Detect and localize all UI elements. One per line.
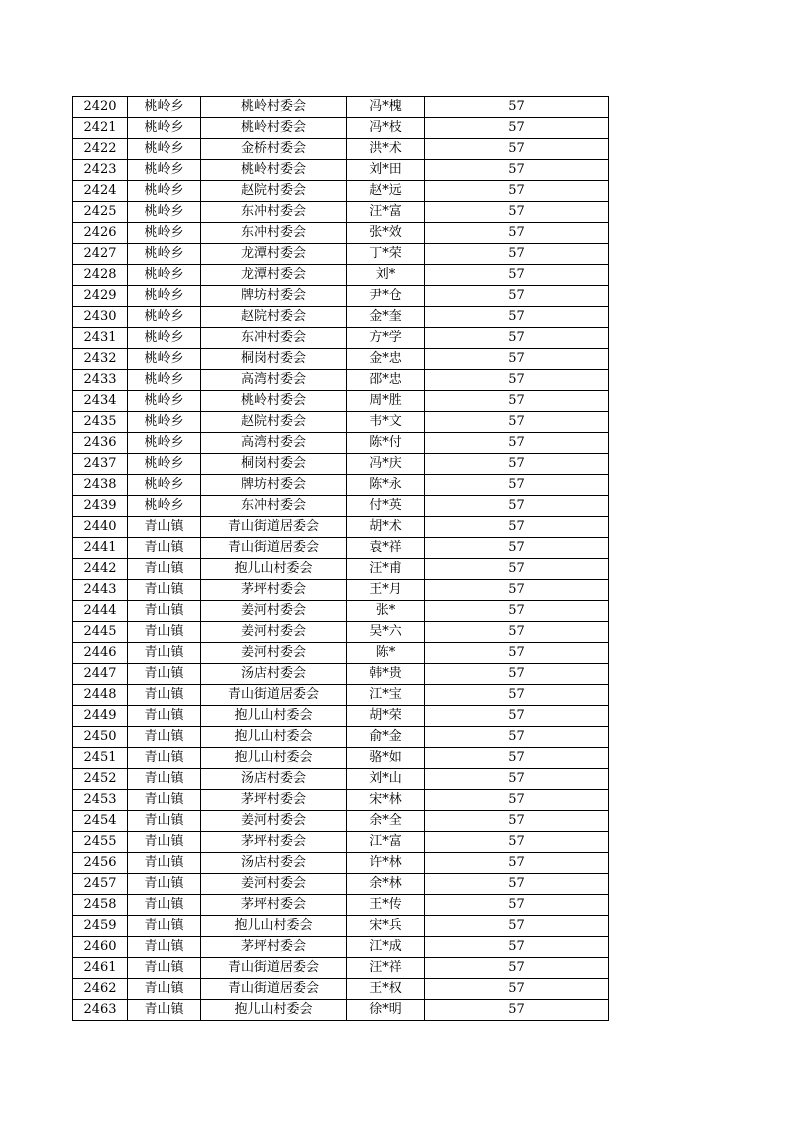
value-cell: 57 bbox=[425, 223, 609, 244]
value-cell: 57 bbox=[425, 454, 609, 475]
value-cell: 57 bbox=[425, 202, 609, 223]
row-id-cell: 2450 bbox=[73, 727, 128, 748]
table-row bbox=[73, 118, 609, 139]
township-cell: 青山镇 bbox=[128, 937, 201, 958]
person-name-cell: 尹*仓 bbox=[347, 286, 425, 307]
value-cell: 57 bbox=[425, 916, 609, 937]
person-name-cell: 金*奎 bbox=[347, 307, 425, 328]
committee-cell: 东冲村委会 bbox=[201, 496, 347, 517]
township-cell: 青山镇 bbox=[128, 601, 201, 622]
row-id-cell: 2444 bbox=[73, 601, 128, 622]
row-id-cell: 2425 bbox=[73, 202, 128, 223]
committee-cell: 桃岭村委会 bbox=[201, 391, 347, 412]
township-cell: 青山镇 bbox=[128, 748, 201, 769]
committee-cell: 桃岭村委会 bbox=[201, 97, 347, 118]
table-row bbox=[73, 874, 609, 895]
table-row bbox=[73, 244, 609, 265]
township-cell: 青山镇 bbox=[128, 538, 201, 559]
row-id-cell: 2438 bbox=[73, 475, 128, 496]
row-id-cell: 2429 bbox=[73, 286, 128, 307]
committee-cell: 桃岭村委会 bbox=[201, 160, 347, 181]
person-name-cell: 宋*兵 bbox=[347, 916, 425, 937]
value-cell: 57 bbox=[425, 895, 609, 916]
value-cell: 57 bbox=[425, 1000, 609, 1021]
row-id-cell: 2430 bbox=[73, 307, 128, 328]
township-cell: 桃岭乡 bbox=[128, 118, 201, 139]
row-id-cell: 2446 bbox=[73, 643, 128, 664]
value-cell: 57 bbox=[425, 517, 609, 538]
committee-cell: 桃岭村委会 bbox=[201, 118, 347, 139]
row-id-cell: 2452 bbox=[73, 769, 128, 790]
person-name-cell: 刘* bbox=[347, 265, 425, 286]
person-name-cell: 王*月 bbox=[347, 580, 425, 601]
value-cell: 57 bbox=[425, 769, 609, 790]
person-name-cell: 冯*槐 bbox=[347, 97, 425, 118]
committee-cell: 东冲村委会 bbox=[201, 328, 347, 349]
township-cell: 青山镇 bbox=[128, 790, 201, 811]
row-id-cell: 2442 bbox=[73, 559, 128, 580]
value-cell: 57 bbox=[425, 286, 609, 307]
person-name-cell: 江*宝 bbox=[347, 685, 425, 706]
committee-cell: 姜河村委会 bbox=[201, 811, 347, 832]
row-id-cell: 2462 bbox=[73, 979, 128, 1000]
township-cell: 青山镇 bbox=[128, 517, 201, 538]
value-cell: 57 bbox=[425, 433, 609, 454]
table-row bbox=[73, 706, 609, 727]
committee-cell: 青山街道居委会 bbox=[201, 979, 347, 1000]
value-cell: 57 bbox=[425, 118, 609, 139]
committee-cell: 青山街道居委会 bbox=[201, 958, 347, 979]
township-cell: 桃岭乡 bbox=[128, 454, 201, 475]
row-id-cell: 2456 bbox=[73, 853, 128, 874]
row-id-cell: 2448 bbox=[73, 685, 128, 706]
table-row bbox=[73, 559, 609, 580]
roster-body bbox=[73, 97, 609, 1021]
table-row bbox=[73, 160, 609, 181]
person-name-cell: 丁*荣 bbox=[347, 244, 425, 265]
person-name-cell: 韦*文 bbox=[347, 412, 425, 433]
row-id-cell: 2433 bbox=[73, 370, 128, 391]
township-cell: 青山镇 bbox=[128, 1000, 201, 1021]
value-cell: 57 bbox=[425, 601, 609, 622]
person-name-cell: 冯*枝 bbox=[347, 118, 425, 139]
person-name-cell: 袁*祥 bbox=[347, 538, 425, 559]
person-name-cell: 付*英 bbox=[347, 496, 425, 517]
table-row bbox=[73, 349, 609, 370]
value-cell: 57 bbox=[425, 874, 609, 895]
value-cell: 57 bbox=[425, 643, 609, 664]
township-cell: 桃岭乡 bbox=[128, 244, 201, 265]
person-name-cell: 刘*田 bbox=[347, 160, 425, 181]
table-row bbox=[73, 895, 609, 916]
committee-cell: 汤店村委会 bbox=[201, 769, 347, 790]
table-row bbox=[73, 622, 609, 643]
township-cell: 桃岭乡 bbox=[128, 349, 201, 370]
township-cell: 桃岭乡 bbox=[128, 265, 201, 286]
committee-cell: 高湾村委会 bbox=[201, 433, 347, 454]
value-cell: 57 bbox=[425, 496, 609, 517]
person-name-cell: 俞*金 bbox=[347, 727, 425, 748]
row-id-cell: 2455 bbox=[73, 832, 128, 853]
table-row bbox=[73, 307, 609, 328]
person-name-cell: 许*林 bbox=[347, 853, 425, 874]
row-id-cell: 2443 bbox=[73, 580, 128, 601]
value-cell: 57 bbox=[425, 979, 609, 1000]
person-name-cell: 张* bbox=[347, 601, 425, 622]
person-name-cell: 余*林 bbox=[347, 874, 425, 895]
table-row bbox=[73, 454, 609, 475]
person-name-cell: 张*效 bbox=[347, 223, 425, 244]
committee-cell: 赵院村委会 bbox=[201, 307, 347, 328]
person-name-cell: 陈* bbox=[347, 643, 425, 664]
township-cell: 桃岭乡 bbox=[128, 286, 201, 307]
person-name-cell: 洪*术 bbox=[347, 139, 425, 160]
table-row bbox=[73, 286, 609, 307]
value-cell: 57 bbox=[425, 685, 609, 706]
committee-cell: 青山街道居委会 bbox=[201, 538, 347, 559]
value-cell: 57 bbox=[425, 727, 609, 748]
table-row bbox=[73, 538, 609, 559]
committee-cell: 抱儿山村委会 bbox=[201, 727, 347, 748]
person-name-cell: 邵*忠 bbox=[347, 370, 425, 391]
table-row bbox=[73, 412, 609, 433]
value-cell: 57 bbox=[425, 622, 609, 643]
row-id-cell: 2439 bbox=[73, 496, 128, 517]
table-row bbox=[73, 97, 609, 118]
township-cell: 青山镇 bbox=[128, 559, 201, 580]
row-id-cell: 2423 bbox=[73, 160, 128, 181]
value-cell: 57 bbox=[425, 391, 609, 412]
table-row bbox=[73, 202, 609, 223]
value-cell: 57 bbox=[425, 475, 609, 496]
person-name-cell: 徐*明 bbox=[347, 1000, 425, 1021]
value-cell: 57 bbox=[425, 580, 609, 601]
committee-cell: 金桥村委会 bbox=[201, 139, 347, 160]
township-cell: 桃岭乡 bbox=[128, 391, 201, 412]
township-cell: 青山镇 bbox=[128, 958, 201, 979]
row-id-cell: 2432 bbox=[73, 349, 128, 370]
value-cell: 57 bbox=[425, 412, 609, 433]
value-cell: 57 bbox=[425, 370, 609, 391]
committee-cell: 姜河村委会 bbox=[201, 622, 347, 643]
table-row bbox=[73, 979, 609, 1000]
person-name-cell: 方*学 bbox=[347, 328, 425, 349]
value-cell: 57 bbox=[425, 307, 609, 328]
township-cell: 青山镇 bbox=[128, 580, 201, 601]
row-id-cell: 2422 bbox=[73, 139, 128, 160]
table-row bbox=[73, 517, 609, 538]
table-row bbox=[73, 601, 609, 622]
table-row bbox=[73, 811, 609, 832]
person-name-cell: 汪*祥 bbox=[347, 958, 425, 979]
committee-cell: 姜河村委会 bbox=[201, 643, 347, 664]
value-cell: 57 bbox=[425, 97, 609, 118]
value-cell: 57 bbox=[425, 139, 609, 160]
row-id-cell: 2457 bbox=[73, 874, 128, 895]
table-row bbox=[73, 580, 609, 601]
table-row bbox=[73, 832, 609, 853]
row-id-cell: 2437 bbox=[73, 454, 128, 475]
value-cell: 57 bbox=[425, 748, 609, 769]
person-name-cell: 陈*永 bbox=[347, 475, 425, 496]
table-row bbox=[73, 727, 609, 748]
value-cell: 57 bbox=[425, 538, 609, 559]
committee-cell: 抱儿山村委会 bbox=[201, 1000, 347, 1021]
committee-cell: 赵院村委会 bbox=[201, 412, 347, 433]
row-id-cell: 2434 bbox=[73, 391, 128, 412]
value-cell: 57 bbox=[425, 328, 609, 349]
table-row bbox=[73, 1000, 609, 1021]
table-row bbox=[73, 853, 609, 874]
person-name-cell: 陈*付 bbox=[347, 433, 425, 454]
person-name-cell: 周*胜 bbox=[347, 391, 425, 412]
township-cell: 桃岭乡 bbox=[128, 307, 201, 328]
person-name-cell: 宋*林 bbox=[347, 790, 425, 811]
committee-cell: 抱儿山村委会 bbox=[201, 706, 347, 727]
person-name-cell: 余*全 bbox=[347, 811, 425, 832]
table-row bbox=[73, 433, 609, 454]
committee-cell: 抱儿山村委会 bbox=[201, 748, 347, 769]
table-row bbox=[73, 391, 609, 412]
committee-cell: 牌坊村委会 bbox=[201, 286, 347, 307]
row-id-cell: 2451 bbox=[73, 748, 128, 769]
committee-cell: 汤店村委会 bbox=[201, 664, 347, 685]
township-cell: 桃岭乡 bbox=[128, 97, 201, 118]
township-cell: 青山镇 bbox=[128, 622, 201, 643]
township-cell: 青山镇 bbox=[128, 832, 201, 853]
person-name-cell: 胡*荣 bbox=[347, 706, 425, 727]
row-id-cell: 2421 bbox=[73, 118, 128, 139]
table-row bbox=[73, 370, 609, 391]
value-cell: 57 bbox=[425, 265, 609, 286]
table-row bbox=[73, 475, 609, 496]
table-row bbox=[73, 685, 609, 706]
value-cell: 57 bbox=[425, 349, 609, 370]
table-row bbox=[73, 769, 609, 790]
township-cell: 桃岭乡 bbox=[128, 139, 201, 160]
value-cell: 57 bbox=[425, 790, 609, 811]
person-name-cell: 冯*庆 bbox=[347, 454, 425, 475]
township-cell: 桃岭乡 bbox=[128, 223, 201, 244]
person-name-cell: 汪*甫 bbox=[347, 559, 425, 580]
row-id-cell: 2440 bbox=[73, 517, 128, 538]
township-cell: 青山镇 bbox=[128, 979, 201, 1000]
value-cell: 57 bbox=[425, 706, 609, 727]
row-id-cell: 2461 bbox=[73, 958, 128, 979]
row-id-cell: 2424 bbox=[73, 181, 128, 202]
row-id-cell: 2449 bbox=[73, 706, 128, 727]
township-cell: 桃岭乡 bbox=[128, 433, 201, 454]
value-cell: 57 bbox=[425, 937, 609, 958]
row-id-cell: 2454 bbox=[73, 811, 128, 832]
value-cell: 57 bbox=[425, 559, 609, 580]
committee-cell: 汤店村委会 bbox=[201, 853, 347, 874]
row-id-cell: 2463 bbox=[73, 1000, 128, 1021]
value-cell: 57 bbox=[425, 958, 609, 979]
table-row bbox=[73, 958, 609, 979]
row-id-cell: 2426 bbox=[73, 223, 128, 244]
table-row bbox=[73, 496, 609, 517]
row-id-cell: 2431 bbox=[73, 328, 128, 349]
committee-cell: 青山街道居委会 bbox=[201, 685, 347, 706]
table-row bbox=[73, 916, 609, 937]
person-name-cell: 江*富 bbox=[347, 832, 425, 853]
committee-cell: 抱儿山村委会 bbox=[201, 559, 347, 580]
township-cell: 桃岭乡 bbox=[128, 412, 201, 433]
township-cell: 青山镇 bbox=[128, 853, 201, 874]
value-cell: 57 bbox=[425, 832, 609, 853]
township-cell: 青山镇 bbox=[128, 916, 201, 937]
committee-cell: 桐岗村委会 bbox=[201, 349, 347, 370]
committee-cell: 茅坪村委会 bbox=[201, 832, 347, 853]
table-row bbox=[73, 265, 609, 286]
row-id-cell: 2436 bbox=[73, 433, 128, 454]
township-cell: 桃岭乡 bbox=[128, 160, 201, 181]
committee-cell: 龙潭村委会 bbox=[201, 265, 347, 286]
row-id-cell: 2420 bbox=[73, 97, 128, 118]
table-row bbox=[73, 937, 609, 958]
committee-cell: 青山街道居委会 bbox=[201, 517, 347, 538]
township-cell: 青山镇 bbox=[128, 727, 201, 748]
committee-cell: 东冲村委会 bbox=[201, 202, 347, 223]
township-cell: 青山镇 bbox=[128, 874, 201, 895]
table-row bbox=[73, 748, 609, 769]
table-row bbox=[73, 643, 609, 664]
committee-cell: 茅坪村委会 bbox=[201, 937, 347, 958]
committee-cell: 龙潭村委会 bbox=[201, 244, 347, 265]
township-cell: 桃岭乡 bbox=[128, 496, 201, 517]
person-name-cell: 赵*远 bbox=[347, 181, 425, 202]
committee-cell: 姜河村委会 bbox=[201, 601, 347, 622]
committee-cell: 高湾村委会 bbox=[201, 370, 347, 391]
person-name-cell: 刘*山 bbox=[347, 769, 425, 790]
person-name-cell: 韩*贵 bbox=[347, 664, 425, 685]
township-cell: 青山镇 bbox=[128, 769, 201, 790]
row-id-cell: 2428 bbox=[73, 265, 128, 286]
value-cell: 57 bbox=[425, 244, 609, 265]
row-id-cell: 2459 bbox=[73, 916, 128, 937]
person-name-cell: 骆*如 bbox=[347, 748, 425, 769]
person-name-cell: 王*传 bbox=[347, 895, 425, 916]
person-name-cell: 王*权 bbox=[347, 979, 425, 1000]
person-name-cell: 江*成 bbox=[347, 937, 425, 958]
committee-cell: 桐岗村委会 bbox=[201, 454, 347, 475]
township-cell: 青山镇 bbox=[128, 811, 201, 832]
person-name-cell: 汪*富 bbox=[347, 202, 425, 223]
row-id-cell: 2441 bbox=[73, 538, 128, 559]
township-cell: 桃岭乡 bbox=[128, 475, 201, 496]
township-cell: 青山镇 bbox=[128, 895, 201, 916]
township-cell: 桃岭乡 bbox=[128, 181, 201, 202]
value-cell: 57 bbox=[425, 853, 609, 874]
committee-cell: 抱儿山村委会 bbox=[201, 916, 347, 937]
township-cell: 桃岭乡 bbox=[128, 328, 201, 349]
row-id-cell: 2447 bbox=[73, 664, 128, 685]
committee-cell: 茅坪村委会 bbox=[201, 895, 347, 916]
person-name-cell: 吴*六 bbox=[347, 622, 425, 643]
table-row bbox=[73, 223, 609, 244]
person-name-cell: 金*忠 bbox=[347, 349, 425, 370]
township-cell: 桃岭乡 bbox=[128, 202, 201, 223]
committee-cell: 东冲村委会 bbox=[201, 223, 347, 244]
person-name-cell: 胡*术 bbox=[347, 517, 425, 538]
table-row bbox=[73, 790, 609, 811]
table-row bbox=[73, 328, 609, 349]
township-cell: 青山镇 bbox=[128, 664, 201, 685]
value-cell: 57 bbox=[425, 181, 609, 202]
committee-cell: 牌坊村委会 bbox=[201, 475, 347, 496]
committee-cell: 姜河村委会 bbox=[201, 874, 347, 895]
value-cell: 57 bbox=[425, 160, 609, 181]
row-id-cell: 2453 bbox=[73, 790, 128, 811]
table-row bbox=[73, 664, 609, 685]
township-cell: 桃岭乡 bbox=[128, 370, 201, 391]
township-cell: 青山镇 bbox=[128, 706, 201, 727]
committee-cell: 茅坪村委会 bbox=[201, 580, 347, 601]
table-row bbox=[73, 181, 609, 202]
committee-cell: 茅坪村委会 bbox=[201, 790, 347, 811]
row-id-cell: 2445 bbox=[73, 622, 128, 643]
row-id-cell: 2427 bbox=[73, 244, 128, 265]
row-id-cell: 2458 bbox=[73, 895, 128, 916]
table-row bbox=[73, 139, 609, 160]
roster-table bbox=[72, 96, 609, 1021]
row-id-cell: 2460 bbox=[73, 937, 128, 958]
value-cell: 57 bbox=[425, 664, 609, 685]
row-id-cell: 2435 bbox=[73, 412, 128, 433]
township-cell: 青山镇 bbox=[128, 685, 201, 706]
value-cell: 57 bbox=[425, 811, 609, 832]
committee-cell: 赵院村委会 bbox=[201, 181, 347, 202]
township-cell: 青山镇 bbox=[128, 643, 201, 664]
